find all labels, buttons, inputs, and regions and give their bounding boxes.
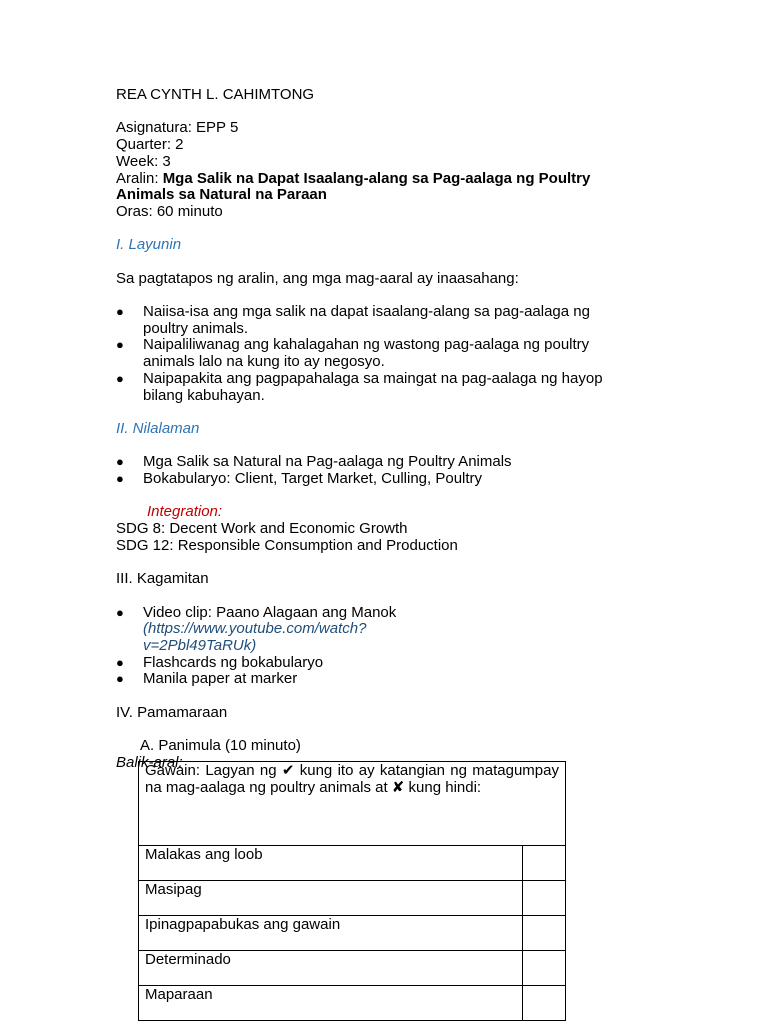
- sdg12-line: SDG 12: Responsible Consumption and Production: [116, 536, 458, 554]
- answer-box[interactable]: [523, 951, 566, 986]
- lesson-plan-document: [116, 87, 616, 772]
- layunin-intro: Sa pagtatapos ng aralin, ang mga mag-aaral ay inaasahang:: [116, 269, 519, 287]
- table-row: [139, 846, 566, 881]
- bullet-icon: ●: [116, 304, 124, 320]
- table-row: [139, 951, 566, 986]
- video-link-continued[interactable]: v=2Pbl49TaRUk): [143, 637, 257, 655]
- asignatura-line: Asignatura: EPP 5: [116, 119, 239, 137]
- gawain-checklist-table: [138, 761, 566, 1021]
- list-item: [116, 371, 616, 404]
- list-item-text: Flashcards ng bokabularyo: [143, 653, 324, 671]
- list-item-text: Mga Salik sa Natural na Pag-aalaga ng Poultry Animals: [143, 453, 512, 471]
- bullet-icon: ●: [116, 671, 124, 687]
- layunin-list: [116, 304, 616, 404]
- panimula-heading: A. Panimula (10 minuto): [140, 737, 301, 755]
- bullet-icon: ●: [116, 454, 124, 470]
- bullet-icon: ●: [116, 370, 124, 386]
- list-item: [116, 304, 616, 337]
- bullet-icon: ●: [116, 604, 124, 620]
- trait-cell: Ipinagpapabukas ang gawain: [139, 916, 523, 951]
- oras-line: Oras: 60 minuto: [116, 202, 223, 220]
- video-clip-label: Video clip: Paano Alagaan ang Manok: [143, 603, 397, 621]
- trait-cell: Maparaan: [139, 986, 523, 1021]
- aralin-label: Aralin:: [116, 169, 163, 187]
- list-item: [116, 605, 616, 655]
- pamamaraan-heading: IV. Pamamaraan: [116, 703, 228, 721]
- kagamitan-heading: III. Kagamitan: [116, 570, 209, 588]
- table-row: [139, 986, 566, 1021]
- table-row: [139, 881, 566, 916]
- list-item: [116, 671, 616, 688]
- balik-aral-label: Balik-aral:: [116, 753, 183, 771]
- video-link[interactable]: (https://www.youtube.com/watch?: [143, 620, 367, 638]
- answer-box[interactable]: [523, 846, 566, 881]
- author-name: REA CYNTH L. CAHIMTONG: [116, 86, 315, 103]
- week-line: Week: 3: [116, 152, 171, 170]
- quarter-line: Quarter: 2: [116, 136, 184, 154]
- list-item: [116, 454, 616, 471]
- bullet-icon: ●: [116, 337, 124, 353]
- bullet-icon: ●: [116, 654, 124, 670]
- list-item-text: Bokabularyo: Client, Target Market, Culling, Poultry: [143, 470, 483, 488]
- list-item-text: Naipapakita ang pagpapahalaga sa maingat na pag-aalaga ng hayop bilang kabuhayan.: [143, 369, 603, 404]
- list-item-text: Manila paper at marker: [143, 670, 298, 688]
- nilalaman-heading: II. Nilalaman: [116, 419, 200, 437]
- answer-box[interactable]: [523, 986, 566, 1021]
- kagamitan-list: [116, 605, 616, 689]
- list-item: [116, 471, 616, 488]
- list-item-text: Naipaliliwanag ang kahalagahan ng wastong pag-aalaga ng poultry animals lalo na kung ito ay negosyo.: [143, 336, 590, 371]
- list-item-text: Naiisa-isa ang mga salik na dapat isaalang-alang sa pag-aalaga ng poultry animals.: [143, 303, 590, 337]
- aralin-line: [116, 171, 616, 204]
- list-item: [116, 655, 616, 672]
- table-header-row: [139, 762, 566, 846]
- layunin-heading: I. Layunin: [116, 236, 182, 254]
- trait-cell: Masipag: [139, 881, 523, 916]
- aralin-title: Mga Salik na Dapat Isaalang-alang sa Pag-aalaga ng Poultry Animals sa Natural na Paraan: [116, 169, 591, 204]
- sdg8-line: SDG 8: Decent Work and Economic Growth: [116, 520, 408, 538]
- table-row: [139, 916, 566, 951]
- list-item: [116, 337, 616, 370]
- answer-box[interactable]: [523, 916, 566, 951]
- integration-heading: Integration:: [147, 503, 223, 521]
- trait-cell: Determinado: [139, 951, 523, 986]
- gawain-instruction: Gawain: Lagyan ng ✔ kung ito ay katangian ng matagumpay na mag-aalaga ng poultry animals at ✘ kung hindi:: [139, 762, 566, 846]
- answer-box[interactable]: [523, 881, 566, 916]
- bullet-icon: ●: [116, 471, 124, 487]
- nilalaman-list: [116, 454, 616, 487]
- trait-cell: Malakas ang loob: [139, 846, 523, 881]
